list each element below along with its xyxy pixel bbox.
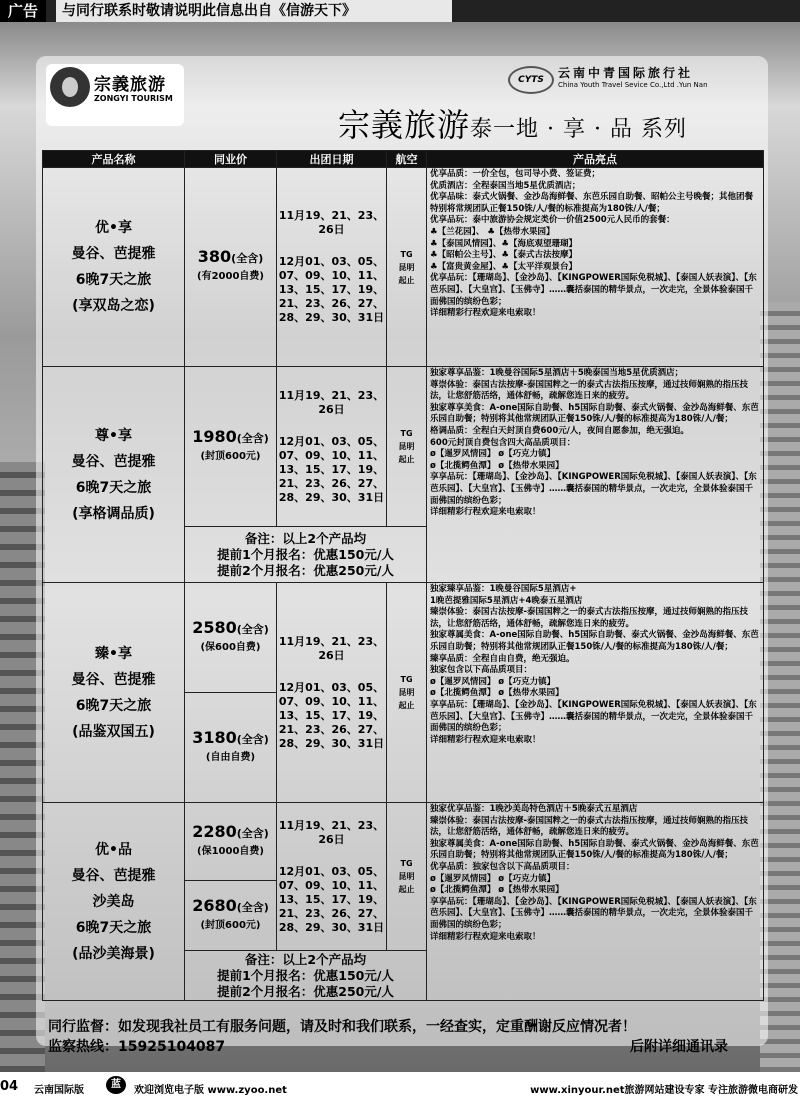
product-name-cell [43, 367, 185, 583]
highlight-line: 独家尊享美食：A-one国际自助餐、h5国际自助餐、泰式火锅餐、金沙岛海鲜餐、东芭乐园自助餐；特别将其他常规团队正餐150铢/人/餐的标准提高为180铢/人/餐； [430, 402, 759, 425]
page-number: 04 [0, 1079, 19, 1094]
dates-nov: 11月19、21、23、26日 [278, 209, 385, 236]
agency-logo [508, 64, 770, 98]
price-value: 2680 [192, 895, 237, 915]
price-note: (全含) [236, 622, 269, 636]
highlights-cell [427, 168, 764, 367]
highlight-line: 享享品玩：【珊瑚岛】、【金沙岛】、【KINGPOWER国际免税城】、【泰国人妖表演】、【东芭乐园】、【大皇宫】、【玉佛寺】……囊括泰国的精华景点，一次走完，全景体验泰国千面佛国的缤纷色彩； [430, 472, 757, 506]
highlight-line: 臻享品质：全程自由自费，绝无强迫。 [430, 653, 575, 664]
product-tag: (品鉴双国五) [72, 723, 155, 740]
edition-badge: 蓝 [106, 1076, 126, 1094]
note-line: 备注：以上2个产品均 [244, 951, 367, 967]
product-route: 曼谷、芭提雅 [71, 453, 156, 470]
product-days: 6晚7天之旅 [75, 272, 152, 288]
highlight-line: 独家尊享品鉴：1晚曼谷国际5星酒店＋5晚泰国当地5星优质酒店； [430, 368, 684, 378]
ebook-link[interactable]: 欢迎浏览电子版 www.zyoo.net [134, 1085, 287, 1096]
website-link[interactable]: www.xinyour.net旅游网站建设专家 专注旅游微电商研发 [530, 1085, 798, 1096]
col-product: 产品名称 [43, 151, 185, 168]
contacts-text: 后附详细通讯录 [630, 1039, 728, 1055]
air-note: 起止 [398, 275, 415, 285]
highlight-line: 优享品质：一价全包，包司导小费、签证费； [430, 169, 601, 179]
highlight-line: 独家尊属美食：A-one国际自助餐、h5国际自助餐、泰式火锅餐、金沙岛海鲜餐、东芭乐园自助餐；特别将其他常规团队正餐150铢/人/餐的标准提高为180铢/人/餐； [430, 838, 759, 861]
title-sub: 泰一地 · 享 · 品 系列 [470, 117, 687, 142]
product-name: 优•享 [95, 220, 132, 236]
highlight-line: 详细精彩行程欢迎来电索取！ [430, 308, 541, 319]
supervise-text: 同行监督：如发现我社员工有服务问题，请及时和我们联系，一经查实，定重酬谢反应情况者！ [48, 1019, 636, 1035]
highlight-line: 优享品质：独家包含以下高品质项目： [430, 861, 575, 872]
ad-note: 与同行联系时敬请说明此信息出自《信游天下》 [56, 0, 452, 22]
air-cell [387, 803, 427, 951]
highlight-line: ø【暹罗风情园】 ø【巧克力镇】 [430, 873, 556, 884]
product-days: 6晚7天之旅 [75, 479, 152, 496]
price-value: 2580 [192, 617, 237, 637]
air-code: TG [400, 859, 413, 868]
product-route2: 沙美岛 [92, 893, 135, 910]
highlight-line: ♣【泰国风情园】、♣【海底观望珊瑚】 [430, 238, 577, 249]
product-days: 6晚7天之旅 [75, 697, 152, 714]
dates-dec: 12月01、03、05、07、09、10、11、13、15、17、19、21、23、26、27、28、29、30、31日 [278, 255, 385, 324]
col-highlights: 产品亮点 [427, 151, 764, 168]
price-note: (全含) [231, 252, 264, 265]
note-line: 提前1个月报名：优惠150元/人 [217, 967, 394, 983]
logo-name: 宗義旅游 [94, 75, 166, 95]
highlight-line: ♣【富贵黄金屋】、♣【太平洋观景台】 [430, 261, 577, 272]
price-sub: (保600自费) [200, 641, 261, 653]
highlight-line: 格调品质：全程白天封顶自费600元/人，夜间自愿参加，绝无强迫。 [430, 425, 689, 436]
air-code: TG [400, 675, 413, 684]
air-note: 起止 [398, 885, 415, 894]
note-line: 提前2个月报名：优惠250元/人 [217, 562, 394, 578]
highlights-cell [427, 803, 764, 1001]
highlight-line: 详细精彩行程欢迎来电索取！ [430, 931, 541, 942]
price-sub: (封顶600元) [200, 450, 261, 462]
product-tag: (享双岛之恋) [72, 298, 155, 314]
product-tag: (品沙美海景) [72, 945, 155, 962]
highlight-line: 独家尊属美食：A-one国际自助餐、h5国际自助餐、泰式火锅餐、金沙岛海鲜餐、东芭乐园自助餐；特别将其他常规团队正餐150铢/人/餐的标准提高为180铢/人/餐； [430, 630, 759, 652]
product-days: 6晚7天之旅 [75, 919, 152, 936]
price-cell [185, 168, 277, 367]
highlight-line: 尊崇体验：泰国古法按摩-泰国国粹之一的泰式古法指压按摩，通过技师娴熟的指压技法，让您舒筋活络，通体舒畅，疏解您连日来的疲劳。 [430, 379, 749, 402]
ad-tag: 广告 [0, 0, 46, 22]
product-route: 曼谷、芭提雅 [71, 867, 156, 884]
col-price: 同业价 [185, 151, 277, 168]
product-route: 曼谷、芭提雅 [71, 671, 156, 688]
highlight-line: ø【暹罗风情园】 ø【巧克力镇】 [430, 676, 556, 687]
price-cell [185, 367, 277, 527]
price-sub: (封顶600元) [200, 919, 261, 931]
note-line: 备注：以上2个产品均 [244, 530, 367, 546]
price-value: 2280 [192, 821, 237, 841]
air-cell [387, 583, 427, 803]
air-city: 昆明 [398, 262, 415, 272]
product-name: 优•品 [95, 841, 132, 858]
highlight-line: ø【北揽鳄鱼潭】 ø【热带水果园】 [430, 885, 564, 896]
footprint-icon [50, 67, 90, 107]
product-name-cell [43, 583, 185, 803]
highlight-line: ø【北揽鳄鱼潭】 ø【热带水果园】 [430, 688, 564, 699]
product-route: 曼谷、芭提雅 [71, 246, 156, 262]
highlight-line: 优享品玩：【珊瑚岛】、【金沙岛】、【KINGPOWER国际免税城】、【泰国人妖表演】、【东芭乐园】、【大皇宫】、【玉佛寺】……囊括泰国的精华景点，一次走完，全景体验泰国千面佛国的缤纷色彩； [430, 273, 757, 307]
note-cell [185, 951, 427, 1001]
highlight-line: 1晚芭提雅国际5星酒店+4晚泰五星酒店 [430, 595, 583, 606]
table-row [43, 583, 764, 693]
hotline-text: 监察热线：15925104087 [48, 1039, 226, 1055]
dates-cell [277, 583, 387, 803]
company-logo [46, 64, 184, 126]
dates-cell [277, 168, 387, 367]
highlights-cell [427, 583, 764, 803]
highlight-line: 详细精彩行程欢迎来电索取！ [430, 734, 541, 745]
page-title [338, 100, 687, 146]
highlight-line: 优享品味：泰式火锅餐、金沙岛海鲜餐、东芭乐园自助餐、昭帕公主号晚餐；其他团餐特别将常规团队正餐150铢/人/餐的标准提高为180铢/人/餐； [430, 192, 754, 214]
edition-label: 云南国际版 [34, 1085, 84, 1096]
product-table [42, 150, 764, 1001]
dates-nov: 11月19、21、23、26日 [278, 388, 385, 416]
air-city: 昆明 [398, 872, 415, 881]
highlight-line: 享享品玩：【珊瑚岛】、【金沙岛】、【KINGPOWER国际免税城】、【泰国人妖表演】、【东芭乐园】、【大皇宫】、【玉佛寺】……囊括泰国的精华景点，一次走完，全景体验泰国千面佛国的缤纷色彩； [430, 896, 757, 930]
product-name: 臻•享 [95, 645, 132, 662]
product-name: 尊•享 [95, 427, 132, 444]
note-line: 提前2个月报名：优惠250元/人 [217, 983, 394, 999]
dates-cell [277, 367, 387, 527]
dates-nov: 11月19、21、23、26日 [278, 818, 385, 846]
dates-cell [277, 803, 387, 951]
highlight-line: 独家臻享品鉴：1晚曼谷国际5星酒店+ [430, 584, 577, 594]
highlight-line: 优质酒店：全程泰国当地5星优质酒店； [430, 180, 581, 191]
price-value: 1980 [192, 426, 237, 446]
air-code: TG [400, 429, 413, 438]
highlight-line: ø【北揽鳄鱼潭】 ø【热带水果园】 [430, 460, 564, 471]
price-note: (全含) [236, 431, 269, 445]
air-note: 起止 [398, 701, 415, 710]
air-city: 昆明 [398, 442, 415, 451]
col-dates: 出团日期 [277, 151, 387, 168]
price-sub: (保1000自费) [197, 845, 264, 857]
dates-dec: 12月01、03、05、07、09、10、11、13、15、17、19、21、23、26、27、28、29、30、31日 [278, 864, 385, 934]
col-air: 航空 [387, 151, 427, 168]
highlight-line: 600元封顶自费包含四大高品质项目： [430, 437, 576, 448]
note-cell [185, 527, 427, 583]
air-note: 起止 [398, 455, 415, 464]
ad-bar [0, 0, 800, 22]
logo-en: ZONGYI TOURISM [94, 94, 173, 103]
highlight-line: 详细精彩行程欢迎来电索取！ [430, 507, 541, 518]
price-value: 380 [197, 247, 232, 266]
price-note: (全含) [236, 900, 269, 914]
title-main: 宗義旅游 [338, 106, 471, 144]
highlight-line: ♣【昭帕公主号】、♣【泰式古法按摩】 [430, 250, 577, 261]
price-note: (全含) [236, 826, 269, 840]
air-code: TG [400, 249, 413, 259]
note-line: 提前1个月报名：优惠150元/人 [217, 546, 394, 562]
highlight-line: ♣【兰花园】、 ♣【热带水果园】 [430, 226, 555, 237]
product-name-cell [43, 803, 185, 1001]
price-cell [185, 803, 277, 881]
product-tag: (享格调品质) [72, 505, 155, 522]
highlight-line: 臻崇体验：泰国古法按摩-泰国国粹之一的泰式古法指压按摩，通过技师娴熟的指压技法，让您舒筋活络，通体舒畅，疏解您连日来的疲劳。 [430, 815, 749, 838]
table-row [43, 803, 764, 881]
dates-dec: 12月01、03、05、07、09、10、11、13、15、17、19、21、23、26、27、28、29、30、31日 [278, 680, 385, 750]
air-cell [387, 367, 427, 527]
price-sub: (有2000自费) [197, 271, 264, 282]
agency-en: China Youth Travel Sevice Co.,Ltd .Yun Nan [558, 81, 708, 89]
agency-name: 云南中青国际旅行社 [558, 66, 694, 80]
highlight-line: 臻崇体验：泰国古法按摩-泰国国粹之一的泰式古法指压按摩，通过技师娴熟的指压技法，让您舒筋活络，通体舒畅，疏解您连日来的疲劳。 [430, 607, 749, 629]
price-cell [185, 583, 277, 693]
price-cell [185, 881, 277, 951]
price-note: (全含) [236, 732, 269, 746]
table-row [43, 168, 764, 367]
highlight-line: ø【暹罗风情园】 ø【巧克力镇】 [430, 449, 556, 460]
table-header [43, 151, 764, 168]
price-sub: (自由自费) [205, 751, 256, 763]
air-city: 昆明 [398, 688, 415, 697]
highlight-line: 独家优享品鉴：1晚沙美岛特色酒店＋5晚泰式五星酒店 [430, 804, 638, 814]
price-value: 3180 [192, 727, 237, 747]
highlight-line: 独家包含以下高品质项目： [430, 665, 533, 676]
highlight-line: 享享品玩：【珊瑚岛】、【金沙岛】、【KINGPOWER国际免税城】、【泰国人妖表演】、【东芭乐园】、【大皇宫】、【玉佛寺】……囊括泰国的精华景点，一次走完，全景体验泰国千面佛国的缤纷色彩； [430, 699, 757, 734]
highlight-line: 优享品玩：泰中旅游协会规定类价一价值2500元人民币的套餐： [430, 215, 675, 226]
dates-nov: 11月19、21、23、26日 [278, 634, 385, 662]
air-cell [387, 168, 427, 367]
agency-emblem: CYTS [508, 66, 554, 94]
highlights-cell [427, 367, 764, 583]
page-footer [0, 1072, 800, 1100]
dates-dec: 12月01、03、05、07、09、10、11、13、15、17、19、21、23、26、27、28、29、30、31日 [278, 434, 385, 504]
table-row [43, 367, 764, 527]
price-cell [185, 693, 277, 803]
product-name-cell [43, 168, 185, 367]
